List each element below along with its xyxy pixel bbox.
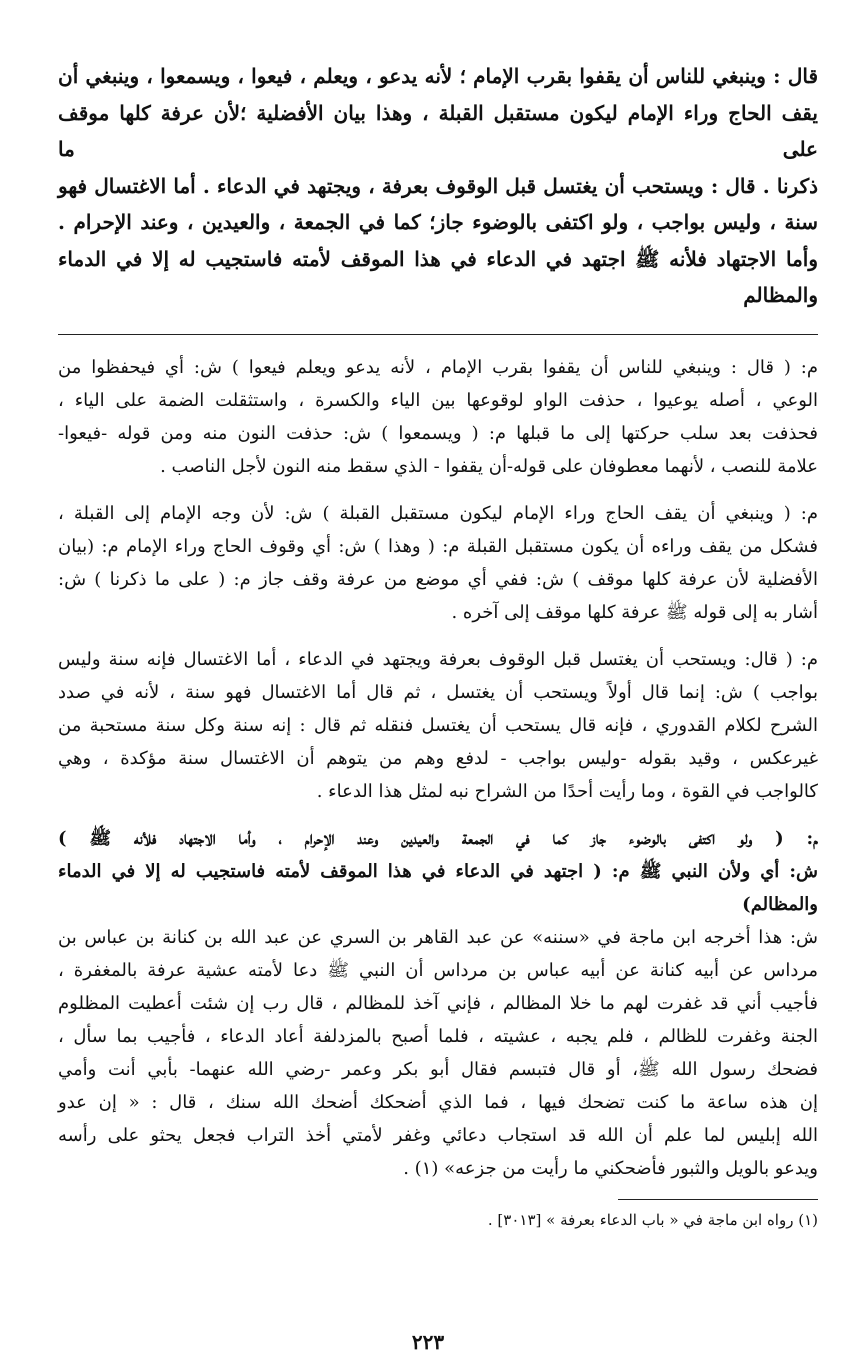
commentary-line: ويدعو بالويل والثبور فأضحكني ما رأيت من جزعه» (١) .: [403, 1157, 818, 1179]
commentary-block: [58, 822, 818, 1185]
commentary-line: كالواجب في القوة ، وما رأيت أحدًا من الشراح نبه لمثل هذا الدعاء .: [316, 780, 818, 802]
commentary-line: م: ( قال: ويستحب أن يغتسل قبل الوقوف بعرفة ويجتهد في الدعاء ، أما الاغتسال فإنه سنة وليس: [58, 648, 818, 670]
commentary-line: ش: أي ولأن النبي ﷺ م: ( اجتهد في الدعاء في هذا الموقف لأمته فاستجيب له إلا في الدماء والمظالم): [58, 860, 818, 915]
commentary-line: بواجب ) ش: إنما قال أولاً ويستحب أن يغتسل ، ثم قال أما الاغتسال فهو سنة ، لأنه في صدد: [58, 681, 818, 703]
commentary-line: فأجيب أني قد غفرت لهم ما خلا المظالم ، فإني آخذ للمظالم ، قال رب إن شئت أعطيت المظلوم: [58, 992, 818, 1014]
commentary-line: أشار به إلى قوله ﷺ عرفة كلها موقف إلى آخره .: [451, 601, 818, 623]
matn-line: وأما الاجتهاد فلأنه ﷺ اجتهد في الدعاء في هذا الموقف لأمته فاستجيب له إلا في الدماء والمظالم: [58, 246, 818, 307]
commentary-line: الشرح لكلام القدوري ، فإنه قال يستحب أن يغتسل فنقله ثم قال : إنه سنة وكل سنة مستحبة من: [58, 714, 818, 736]
matn-line: سنة ، وليس بواجب ، ولو اكتفى بالوضوء جاز؛ كما في الجمعة ، والعيدين ، وعند الإحرام .: [58, 210, 818, 234]
matn-line: يقف الحاج وراء الإمام ليكون مستقبل القبلة ، وهذا بيان الأفضلية ؛لأن عرفة كلها موقف على ما: [58, 100, 818, 161]
commentary-block: [58, 351, 818, 483]
matn-line: قال : وينبغي للناس أن يقفوا بقرب الإمام ؛ لأنه يدعو ، ويعلم ، فيعوا ، ويسمعوا ، وينبغي أن: [58, 64, 819, 88]
commentary-line: غيرعكس ، وقيد بقوله -وليس بواجب - لدفع وهم من يتوهم أن الاغتسال سنة مؤكدة ، وهي: [58, 747, 818, 769]
commentary-line: مرداس عن أبيه كنانة عن أبيه عباس بن مرداس أن النبي ﷺ دعا لأمته عشية عرفة بالمغفرة ،: [58, 959, 818, 981]
commentary-line: الله إبليس لما علم أن الله قد استجاب دعائي وغفر لأمتي أخذ التراب فجعل يحثو على رأسه: [58, 1124, 818, 1146]
commentary-line: إن هذه ساعة ما كنت تضحك فيها ، فما الذي أضحكك أضحك الله سنك ، قال : « إن عدو: [58, 1091, 818, 1113]
commentary-line: علامة للنصب ، لأنهما معطوفان على قوله-أن يقفوا - الذي سقط منه النون لأجل الناصب .: [160, 455, 818, 477]
page-number: ٢٢٣: [411, 1330, 445, 1354]
section-divider: [58, 334, 818, 335]
commentary-line: فضحك رسول الله ﷺ، أو قال فتبسم فقال أبو بكر وعمر -رضي الله عنهما- بأبي أنت وأمي: [58, 1058, 818, 1080]
commentary-line: فحذفت بعد سلب حركتها إلى ما قبلها م: ( ويسمعوا ) ش: حذفت النون منه ومن قوله -فيعوا-: [58, 422, 818, 444]
matn-line: ذكرنا . قال : ويستحب أن يغتسل قبل الوقوف بعرفة ، ويجتهد في الدعاء . أما الاغتسال فهو: [58, 173, 818, 198]
commentary-line: الوعي ، أصله يوعيوا ، حذفت الواو لوقوعها بين الياء والكسرة ، واستثقلت الضمة على الياء ،: [58, 389, 818, 411]
commentary-line: ش: هذا أخرجه ابن ماجة في «سننه» عن عبد القاهر بن السري عن عبد الله بن كنانة بن عباس بن: [58, 926, 818, 948]
commentary-line: الأفضلية لأن عرفة كلها موقف ) ش: ففي أي موضع من عرفة وقف جاز م: ( على ما ذكرنا ) ش:: [58, 568, 818, 590]
page-body: [58, 58, 818, 1232]
commentary-block: [58, 643, 818, 808]
footnote-divider: [618, 1199, 818, 1200]
commentary-line: م: ( قال : وينبغي للناس أن يقفوا بقرب الإمام ، لأنه يدعو ويعلم فيعوا ) ش: أي فيحفظوا من: [58, 356, 818, 378]
commentary-line: فشكل من يقف وراءه أن يكون مستقبل القبلة م: ( وهذا ) ش: أي وقوف الحاج وراء الإمام م: (بيان: [58, 535, 818, 557]
commentary-line: م: ( ولو اكتفى بالوضوء جاز كما في الجمعة والعيدين وعند الإحرام ، وأما الاجتهاد فلأنه ﷺ ): [58, 827, 818, 849]
commentary-line: الجنة وغفرت للظالم ، فلم يجبه ، عشيته ، فلما أصبح بالمزدلفة أعاد الدعاء ، فأجيب بما سأل ،: [58, 1025, 818, 1047]
commentary-line: م: ( وينبغي أن يقف الحاج وراء الإمام ليكون مستقبل القبلة ) ش: لأن وجه الإمام إلى القبلة ،: [58, 502, 818, 524]
matn-text: [58, 58, 818, 314]
footnote: (١) رواه ابن ماجة في « باب الدعاء بعرفة » [٣٠١٣] .: [487, 1210, 818, 1229]
commentary-block: [58, 497, 818, 629]
